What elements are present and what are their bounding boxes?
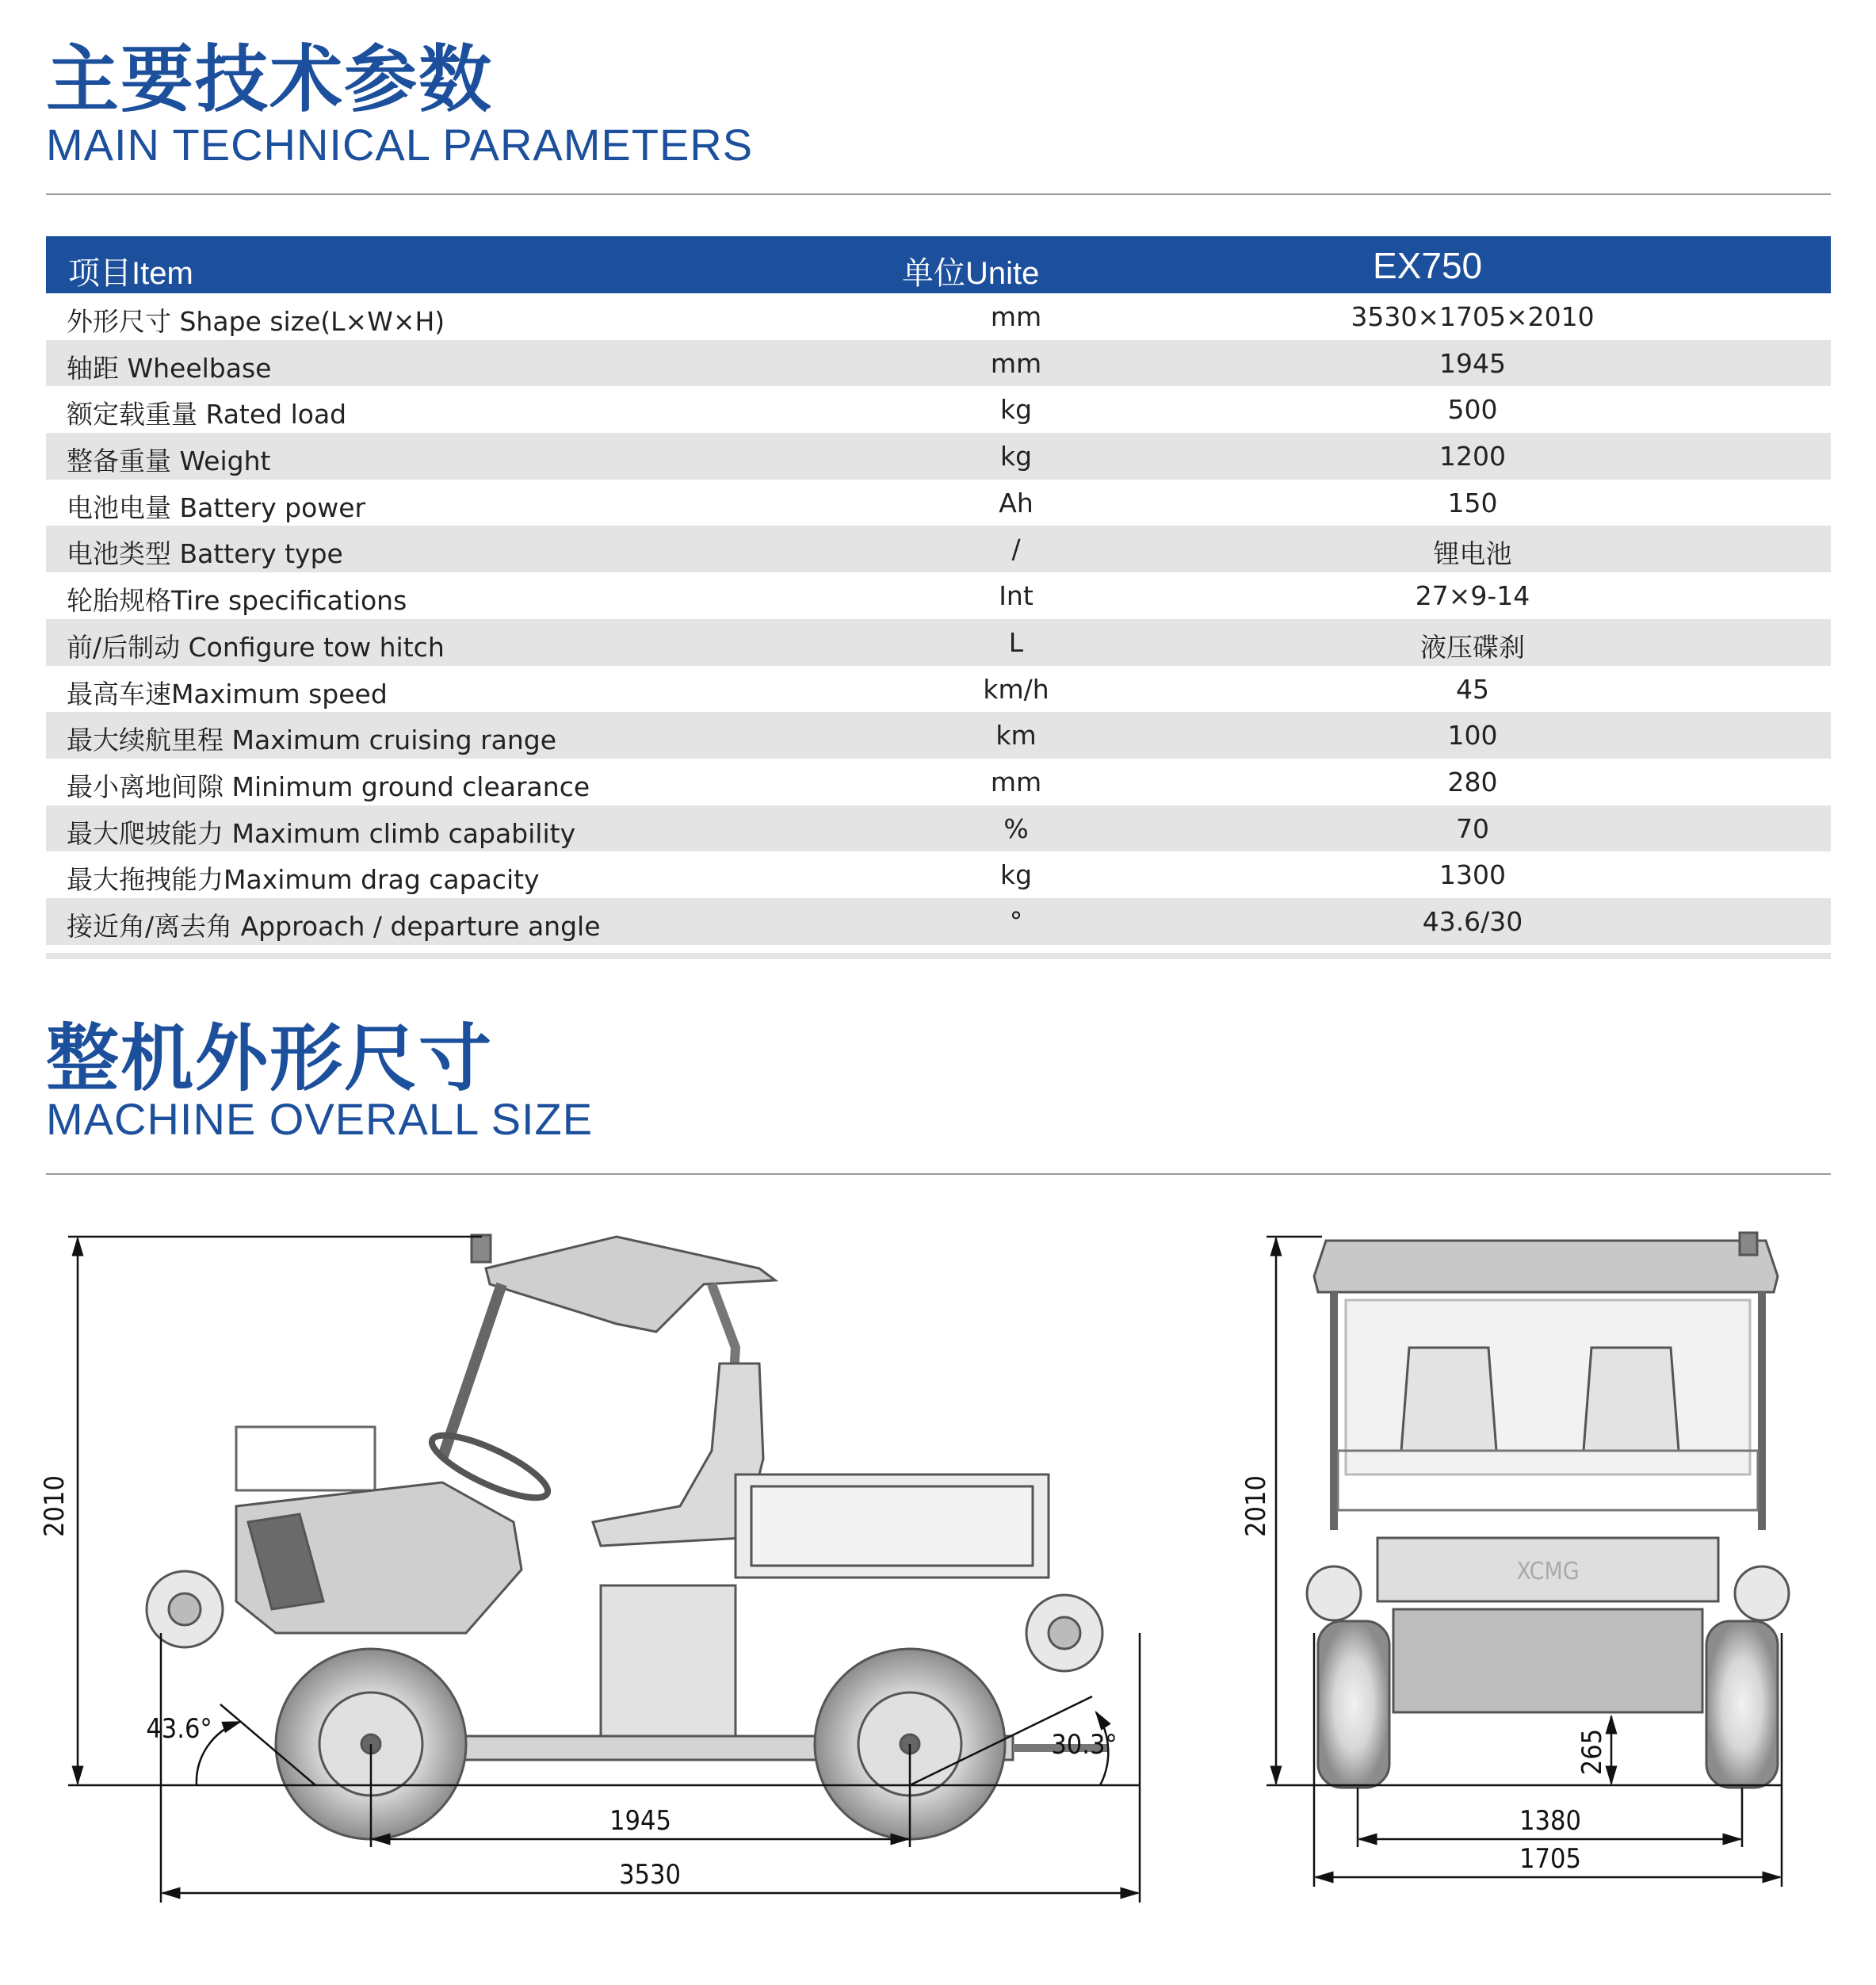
row-item: 前/后制动 Configure tow hitch: [67, 631, 445, 663]
row-unit: mm: [990, 301, 1042, 332]
wheelbase-label: 1945: [609, 1805, 671, 1837]
row-item: 轴距 Wheelbase: [67, 352, 272, 384]
length-label: 3530: [619, 1859, 681, 1891]
row-value: 液压碟刹: [1420, 631, 1525, 663]
table-footer-bar: [46, 953, 1831, 959]
width-label: 1705: [1519, 1843, 1581, 1875]
table-row: [46, 293, 1831, 340]
row-item: 接近角/离去角 Approach / departure angle: [67, 910, 601, 942]
divider: [46, 193, 1831, 195]
row-unit: %: [1003, 813, 1029, 844]
badge-text: XCMG: [1516, 1558, 1580, 1585]
table-body: [46, 293, 1831, 945]
row-value: 1300: [1439, 859, 1506, 891]
front-view: [1307, 1233, 1789, 1788]
row-item: 最高车速Maximum speed: [67, 678, 388, 709]
row-item: 额定载重量 Rated load: [67, 399, 347, 430]
table-row: [46, 805, 1831, 852]
table-row: [46, 572, 1831, 619]
table-row: [46, 712, 1831, 759]
table-row: [46, 759, 1831, 805]
row-unit: L: [1008, 626, 1024, 658]
row-value: 280: [1447, 766, 1498, 797]
row-value: 锂电池: [1433, 538, 1512, 570]
row-value: 500: [1447, 394, 1498, 426]
row-value: 3530×1705×2010: [1351, 301, 1595, 332]
row-item: 最大爬坡能力 Maximum climb capability: [67, 817, 576, 849]
row-unit: kg: [999, 859, 1033, 891]
table-header: [46, 236, 1831, 293]
row-value: 1945: [1439, 347, 1506, 379]
table-row: [46, 526, 1831, 572]
row-item: 最大续航里程 Maximum cruising range: [67, 725, 557, 756]
row-item: 整备重量 Weight: [67, 446, 271, 477]
row-value: 45: [1456, 673, 1489, 705]
table-row: [46, 480, 1831, 526]
row-item: 电池电量 Battery power: [67, 491, 366, 523]
section-title-cn: 主要技术参数: [46, 37, 494, 122]
row-value: 70: [1456, 813, 1489, 844]
row-value: 150: [1447, 487, 1498, 518]
row-item: 最大拖拽能力Maximum drag capacity: [67, 864, 540, 896]
table-row: [46, 433, 1831, 480]
table-row: [46, 851, 1831, 898]
header-item: 项目Item: [68, 256, 193, 291]
row-item: 外形尺寸 Shape size(L×W×H): [67, 306, 445, 337]
row-unit: kg: [999, 441, 1033, 472]
front-height-label: 2010: [1240, 1475, 1272, 1537]
side-height-label: 2010: [39, 1475, 71, 1537]
header-model: EX750: [1373, 245, 1483, 286]
row-unit: mm: [990, 766, 1042, 797]
ground-clearance-label: 265: [1576, 1728, 1608, 1776]
row-value: 100: [1447, 720, 1498, 752]
parameters-table: [46, 236, 1831, 959]
row-unit: /: [1011, 534, 1021, 565]
divider: [46, 1173, 1831, 1175]
table-row: [46, 340, 1831, 387]
vehicle-dimension-drawing: [39, 1189, 1831, 1950]
row-item: 最小离地间隙 Minimum ground clearance: [67, 771, 590, 802]
row-unit: kg: [999, 394, 1033, 426]
track-label: 1380: [1519, 1805, 1581, 1837]
row-unit: km: [995, 720, 1037, 752]
section-title-en: MACHINE OVERALL SIZE: [46, 1094, 594, 1144]
row-item: 电池类型 Battery type: [67, 538, 343, 570]
table-row: [46, 386, 1831, 433]
row-unit: km/h: [983, 673, 1049, 705]
table-row: [46, 666, 1831, 713]
table-row: [46, 898, 1831, 945]
row-value: 1200: [1439, 441, 1506, 472]
section-title-cn: 整机外形尺寸: [46, 1016, 494, 1101]
table-row: [46, 619, 1831, 666]
header-unit: 单位Unite: [902, 256, 1040, 291]
side-view: [147, 1235, 1108, 1839]
row-value: 43.6/30: [1422, 905, 1523, 937]
departure-angle-label: 30.3°: [1051, 1729, 1118, 1761]
approach-angle-label: 43.6°: [146, 1713, 212, 1745]
row-unit: Int: [999, 580, 1034, 612]
row-unit: °: [1009, 905, 1023, 937]
row-item: 轮胎规格Tire specifications: [67, 585, 407, 617]
row-value: 27×9-14: [1415, 580, 1530, 612]
section-title-en: MAIN TECHNICAL PARAMETERS: [46, 120, 754, 170]
row-unit: mm: [990, 347, 1042, 379]
row-unit: Ah: [999, 487, 1034, 518]
